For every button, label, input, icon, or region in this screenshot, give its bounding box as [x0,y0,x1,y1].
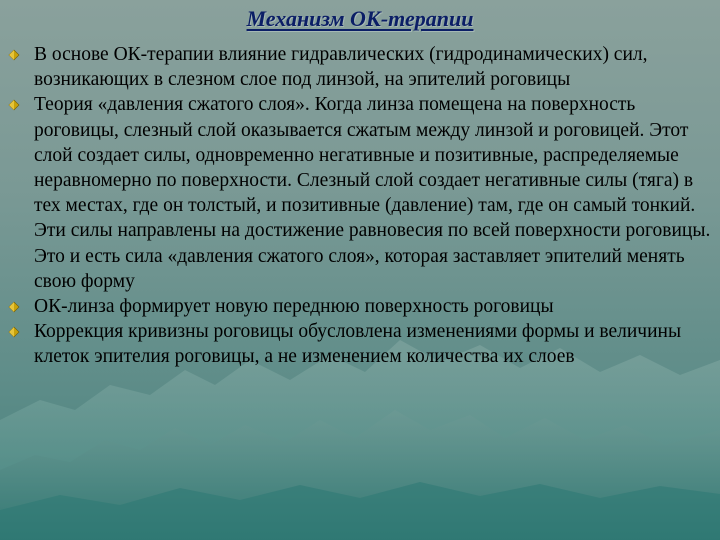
bullet-text: Коррекция кривизны роговицы обусловлена изменениями формы и величины клеток эпителия роговицы, а не изменением количества их слоев [34,321,682,368]
bullet-item [0,92,720,294]
diamond-bullet-icon [8,49,20,61]
bullet-text: ОК-линза формирует новую переднюю поверхность роговицы [34,296,554,318]
bullet-text: Теория «давления сжатого слоя». Когда линза помещена на поверхность роговицы, слезный слой оказывается сжатым между линзой и роговицей. Этот слой создает силы, одновременно негативные и позитивные, распределяемые неравномерно по поверхности. Слезный слой создает негативные силы (тяга) в тех местах, где он толстый, и позитивные (давление) там, где он самый тонкий. Эти силы направлены на достижение равновесия по всей поверхности роговицы. Это и есть сила «давления сжатого слоя», которая заставляет эпителий менять свою форму [34,94,711,292]
bullet-text: В основе ОК-терапии влияние гидравлических (гидродинамических) сил, возникающих в слезном слое под линзой, на эпителий роговицы [34,44,648,91]
bullet-item [0,42,720,92]
bullet-item [0,294,720,319]
bullet-list [0,42,720,370]
diamond-bullet-icon [8,326,20,338]
diamond-bullet-icon [8,301,20,313]
diamond-bullet-icon [8,99,20,111]
bullet-item [0,319,720,369]
slide-title: Механизм ОК-терапии [246,6,474,31]
